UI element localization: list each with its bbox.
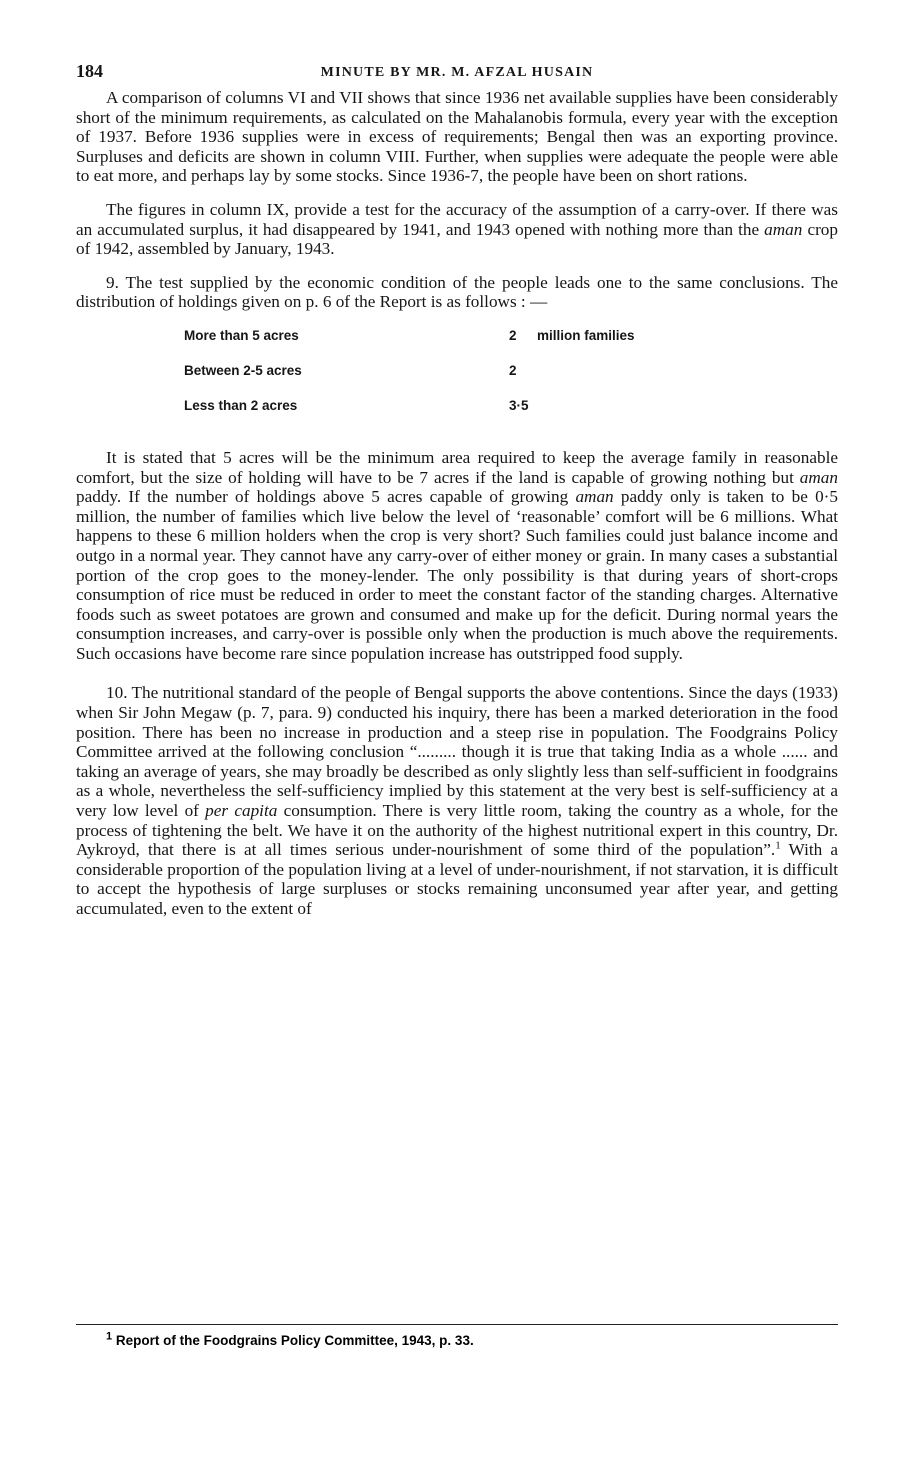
text-run: With a considerable proportion of the population living at a level of under-nourishment, if not starvation, it is difficult to accept the hypothesis of large surpluses or stocks remaining unconsumed year after year, and getting accumulated, even to the extent of [76,840,838,918]
holding-count: 2 [509,362,517,378]
holdings-table [184,326,744,418]
text-run: crop of 1942, assembled by January, 1943. [76,219,838,259]
paragraph-section-10 [76,683,838,918]
footnote-text: Report of the Foodgrains Policy Committee, 1943, p. 33. [112,1333,474,1348]
holdings-row [184,326,744,361]
paragraph-carry-over-test [76,200,838,259]
footnote-divider [76,1324,838,1325]
paragraph-columns-comparison: A comparison of columns VI and VII shows that since 1936 net available supplies have been considerably short of the minimum requirements, as calculated on the Mahalanobis formula, every year with the exception of 1937. Before 1936 supplies were in excess of requirements; Bengal then was an exporting province. Surpluses and deficits are shown in column VIII. Further, when supplies were adequate the people were able to eat more, and perhaps lay by some stocks. Since 1936-7, the people have been on short rations. [76,88,838,186]
footnote-marker: 1 [106,1330,113,1343]
emphasis-aman: aman [575,487,614,507]
emphasis-aman: aman [799,467,838,487]
holdings-row [184,361,744,396]
text-run: consumption. There is very little room, taking the country as a whole, for the process of tightening the belt. We have it on the authority of the highest nutritional expert in this country, Dr. Aykroyd, that there is at all times serious under-nourishment of some third of the population”. [76,801,838,860]
text-run: 10. The nutritional standard of the people of Bengal supports the above contentions. Since the days (1933) when Sir John Megaw (p. 7, para. 9) conducted his inquiry, there has been a marked deterioration in the food position. There has been no increase in production and a steep rise in population. The Foodgrains Policy Committee arrived at the following conclusion “......... though it is true that taking India as a whole ...... and taking an average of years, she may broadly be described as only slightly less than self-sufficient in foodgrains as a whole, nevertheless the self-sufficiency implied by this statement at the very best is self-sufficiency at a very low level of [76,683,838,821]
text-run: paddy. If the number of holdings above 5 acres capable of growing [76,487,576,507]
holding-size: More than 5 acres [184,327,299,343]
holding-unit: million families [537,327,635,343]
text-run: paddy only is taken to be 0·5 million, the number of families which live below the level of ‘reasonable’ comfort will be 6 millions. What happens to these 6 million holders when the crop is very short? Such families could just balance income and outgo in a normal year. They cannot have any carry-over of either money or grain. In many cases a substantial portion of the crop goes to the money-lender. The only possibility is that during years of short-crops consumption of rice must be reduced in order to meet the constant factor of the standing charges. Alternative foods such as sweet potatoes are grown and consumed and make up for the deficit. During normal years the consumption increases, and carry-over is possible only when the production is much above the requirements. Such occasions have become rare since population increase has outstripped food supply. [76,487,838,663]
holdings-row [184,396,744,418]
holding-size: Between 2-5 acres [184,362,302,378]
holding-size: Less than 2 acres [184,397,298,413]
text-run: The figures in column IX, provide a test for the accuracy of the assumption of a carry-over. If there was an accumulated surplus, it had disappeared by 1941, and 1943 opened with nothing more than the [76,199,838,239]
page-number: 184 [76,61,103,81]
page-header [76,62,838,88]
footnote [106,1330,474,1348]
emphasis-aman: aman [764,219,803,239]
footnote-reference: 1 [775,839,781,852]
running-head: MINUTE BY MR. M. AFZAL HUSAIN [320,65,594,80]
text-run: It is stated that 5 acres will be the minimum area required to keep the average family in reasonable comfort, but the size of holding will have to be 7 acres if the land is capable of growing nothing but [76,447,838,487]
holding-count: 2 [509,327,517,343]
emphasis-per-capita: per capita [205,801,278,821]
paragraph-holdings-analysis [76,448,838,664]
holding-count: 3·5 [509,397,529,413]
paragraph-section-9: 9. The test supplied by the economic condition of the people leads one to the same conclusions. The distribution of holdings given on p. 6 of the Report is as follows : — [76,272,838,312]
